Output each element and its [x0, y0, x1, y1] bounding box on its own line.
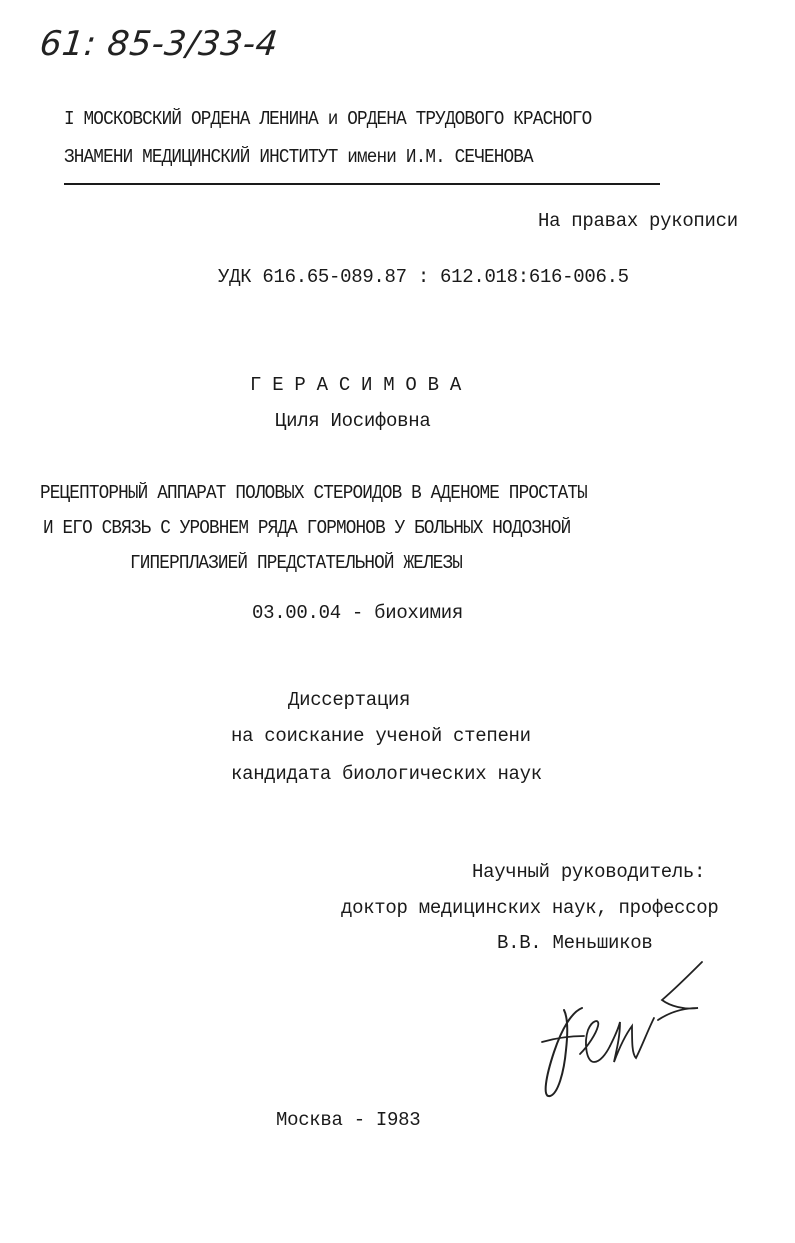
degree-line-3: кандидата биологических наук	[231, 763, 542, 785]
supervisor-title: доктор медицинских наук, профессор	[341, 897, 719, 919]
signature-icon	[520, 950, 720, 1110]
place-and-year: Москва - I983	[276, 1109, 421, 1131]
supervisor-label: Научный руководитель:	[472, 861, 706, 883]
author-surname: Г Е Р А С И М О В А	[250, 374, 461, 396]
institute-line-1: I МОСКОВСКИЙ ОРДЕНА ЛЕНИНА и ОРДЕНА ТРУДОВОГО КРАСНОГО	[64, 108, 592, 130]
title-line-2: И ЕГО СВЯЗЬ С УРОВНЕМ РЯДА ГОРМОНОВ У БОЛЬНЫХ НОДОЗНОЙ	[43, 517, 571, 539]
author-name: Циля Иосифовна	[275, 410, 431, 432]
degree-line-1: Диссертация	[288, 689, 411, 711]
degree-line-2: на соискание ученой степени	[231, 725, 531, 747]
header-divider	[64, 183, 660, 185]
title-line-3: ГИПЕРПЛАЗИЕЙ ПРЕДСТАТЕЛЬНОЙ ЖЕЛЕЗЫ	[130, 552, 463, 574]
institute-line-2: ЗНАМЕНИ МЕДИЦИНСКИЙ ИНСТИТУТ имени И.М. СЕЧЕНОВА	[64, 146, 533, 168]
udc-code: УДК 616.65-089.87 : 612.018:616-006.5	[218, 266, 629, 288]
specialty-code: 03.00.04 - биохимия	[252, 602, 463, 624]
manuscript-note: На правах рукописи	[538, 210, 738, 232]
archive-number: 61: 85-3/33-4	[37, 24, 280, 64]
title-line-1: РЕЦЕПТОРНЫЙ АППАРАТ ПОЛОВЫХ СТЕРОИДОВ В АДЕНОМЕ ПРОСТАТЫ	[40, 482, 587, 504]
supervisor-name: В.В. Меньшиков	[497, 932, 653, 954]
